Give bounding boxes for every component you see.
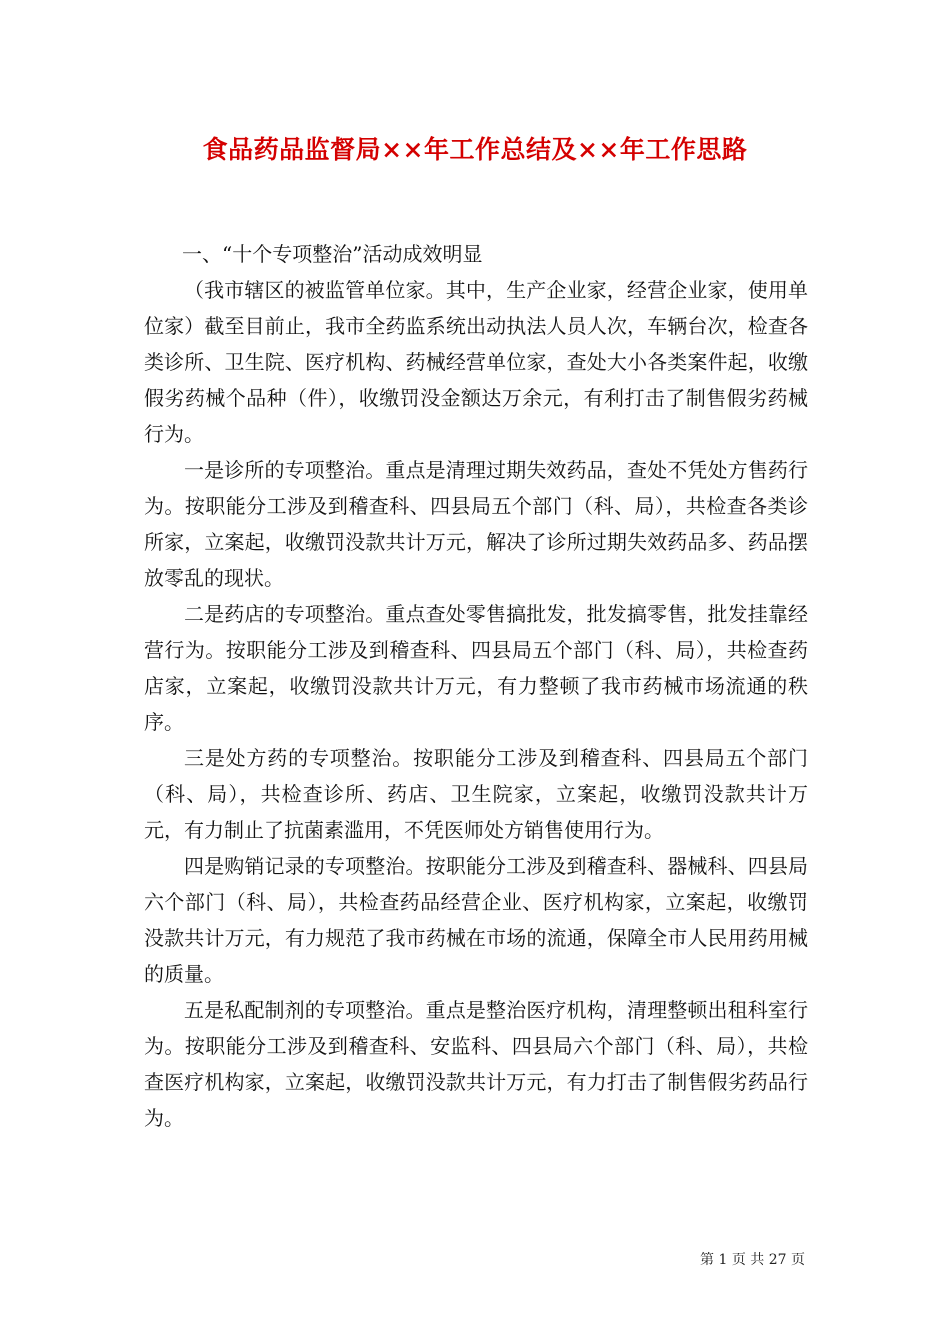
- document-title: 食品药品监督局××年工作总结及××年工作思路: [202, 135, 748, 164]
- paragraph-purchase-records: 四是购销记录的专项整治。按职能分工涉及到稽查科、器械科、四县局六个部门（科、局），共检查药品经营企业、医疗机构家，立案起，收缴罚没款共计万元，有力规范了我市药械在市场的流通，保障全市人民用药用械的质量。: [144, 854, 808, 986]
- paragraph-clinic: 一是诊所的专项整治。重点是清理过期失效药品，查处不凭处方售药行为。按职能分工涉及到稽查科、四县局五个部门（科、局），共检查各类诊所家，立案起，收缴罚没款共计万元，解决了诊所过期失效药品多、药品摆放零乱的现状。: [144, 458, 808, 590]
- paragraph-summary: （我市辖区的被监管单位家。其中，生产企业家，经营企业家，使用单位家）截至目前止，我市全药监系统出动执法人员人次，车辆台次，检查各类诊所、卫生院、医疗机构、药械经营单位家，查处大小各类案件起，收缴假劣药械个品种（件），收缴罚没金额达万余元，有利打击了制售假劣药械行为。: [144, 278, 808, 446]
- document-body: [144, 236, 808, 1136]
- paragraph-prescription: 三是处方药的专项整治。按职能分工涉及到稽查科、四县局五个部门（科、局），共检查诊所、药店、卫生院家，立案起，收缴罚没款共计万元，有力制止了抗菌素滥用，不凭医师处方销售使用行为。: [144, 746, 808, 842]
- paragraph-pharmacy: 二是药店的专项整治。重点查处零售搞批发，批发搞零售，批发挂靠经营行为。按职能分工涉及到稽查科、四县局五个部门（科、局），共检查药店家，立案起，收缴罚没款共计万元，有力整顿了我市药械市场流通的秩序。: [144, 602, 808, 734]
- page-number: 第 1 页 共 27 页: [700, 1252, 805, 1268]
- section-heading: 一、“十个专项整治”活动成效明显: [182, 242, 483, 266]
- paragraph-private-preparations: 五是私配制剂的专项整治。重点是整治医疗机构，清理整顿出租科室行为。按职能分工涉及到稽查科、安监科、四县局六个部门（科、局），共检查医疗机构家，立案起，收缴罚没款共计万元，有力打击了制售假劣药品行为。: [144, 998, 808, 1130]
